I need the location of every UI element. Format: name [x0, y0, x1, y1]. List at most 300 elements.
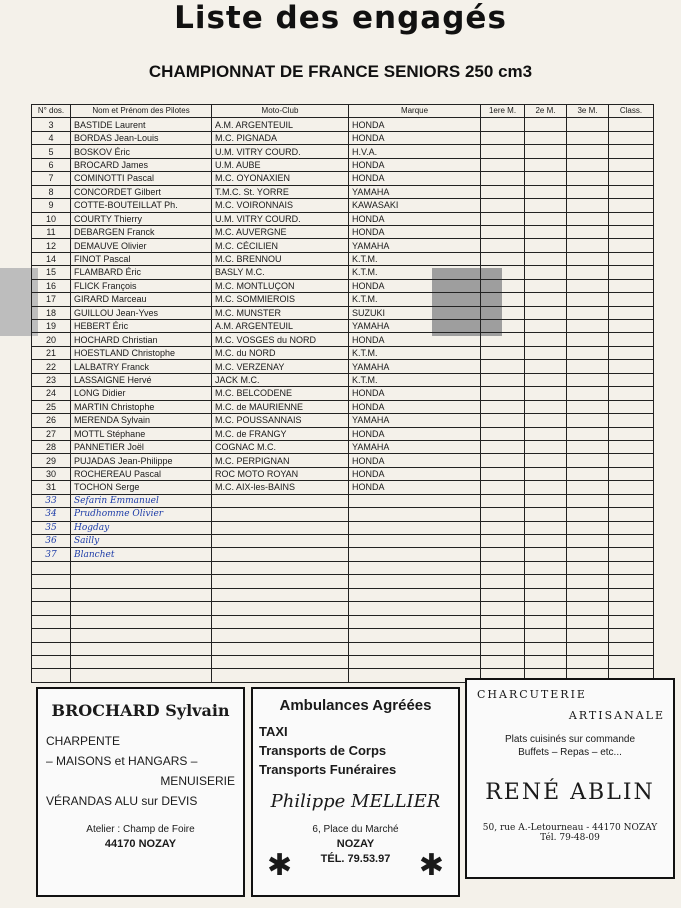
entry-number: 29 — [32, 454, 71, 467]
race3-result — [567, 615, 609, 628]
race3-result — [567, 535, 609, 548]
table-row — [32, 467, 654, 480]
race1-result — [481, 494, 525, 507]
entry-number: 6 — [32, 158, 71, 171]
race2-result — [525, 185, 567, 198]
ambulances-line1: TAXI — [259, 724, 288, 739]
race3-result — [567, 252, 609, 265]
table-header-row — [32, 105, 654, 118]
entry-number — [32, 669, 71, 682]
race1-result — [481, 602, 525, 615]
brand — [349, 508, 481, 521]
brand — [349, 602, 481, 615]
classification — [609, 158, 654, 171]
brand: YAMAHA — [349, 414, 481, 427]
pilot-name: HEBERT Éric — [71, 320, 212, 333]
table-row — [32, 225, 654, 238]
pilot-name: Sefarin Emmanuel — [71, 494, 212, 507]
race3-result — [567, 199, 609, 212]
table-row — [32, 266, 654, 279]
moto-club: M.C. CÉCILIEN — [212, 239, 349, 252]
brand — [349, 521, 481, 534]
classification — [609, 561, 654, 574]
race1-result — [481, 629, 525, 642]
classification — [609, 494, 654, 507]
race2-result — [525, 333, 567, 346]
race2-result — [525, 306, 567, 319]
race3-result — [567, 629, 609, 642]
brochard-name: BROCHARD Sylvain — [51, 701, 230, 720]
entry-number: 31 — [32, 481, 71, 494]
entry-number: 10 — [32, 212, 71, 225]
table-row — [32, 615, 654, 628]
brand — [349, 655, 481, 668]
entry-number: 9 — [32, 199, 71, 212]
pilot-name: TOCHON Serge — [71, 481, 212, 494]
moto-club — [212, 602, 349, 615]
charcuterie-address: 50, rue A.-Letourneau - 44170 NOZAY — [482, 823, 658, 833]
moto-club: M.C. MONTLUÇON — [212, 279, 349, 292]
brand — [349, 588, 481, 601]
race2-result — [525, 467, 567, 480]
charcuterie-line1: CHARCUTERIE — [477, 688, 587, 701]
race3-result — [567, 440, 609, 453]
entry-number: 11 — [32, 225, 71, 238]
race1-result — [481, 548, 525, 561]
race3-result — [567, 427, 609, 440]
race3-result — [567, 239, 609, 252]
moto-club — [212, 669, 349, 682]
race1-result — [481, 508, 525, 521]
race3-result — [567, 279, 609, 292]
race2-result — [525, 602, 567, 615]
table-row — [32, 239, 654, 252]
brand: KAWASAKI — [349, 199, 481, 212]
charcuterie-signature: RENÉ ABLIN — [485, 780, 655, 805]
brand — [349, 629, 481, 642]
brand: SUZUKI — [349, 306, 481, 319]
table-row — [32, 414, 654, 427]
header-name: Nom et Prénom des Pilotes — [71, 105, 212, 118]
brand: HONDA — [349, 158, 481, 171]
entry-number — [32, 575, 71, 588]
race1-result — [481, 266, 525, 279]
brand — [349, 615, 481, 628]
classification — [609, 239, 654, 252]
brand: K.T.M. — [349, 293, 481, 306]
race3-result — [567, 306, 609, 319]
race1-result — [481, 172, 525, 185]
moto-club: M.C. de FRANGY — [212, 427, 349, 440]
entry-number: 36 — [32, 535, 71, 548]
entry-number — [32, 615, 71, 628]
moto-club: BASLY M.C. — [212, 266, 349, 279]
table-row — [32, 521, 654, 534]
race2-result — [525, 615, 567, 628]
race1-result — [481, 561, 525, 574]
entry-number: 3 — [32, 118, 71, 131]
table-row — [32, 373, 654, 386]
race1-result — [481, 615, 525, 628]
classification — [609, 454, 654, 467]
race3-result — [567, 508, 609, 521]
race3-result — [567, 387, 609, 400]
classification — [609, 225, 654, 238]
ambulances-city: NOZAY — [336, 838, 375, 850]
race3-result — [567, 467, 609, 480]
entry-number: 4 — [32, 131, 71, 144]
table-row — [32, 655, 654, 668]
entry-number: 34 — [32, 508, 71, 521]
classification — [609, 131, 654, 144]
moto-club: A.M. ARGENTEUIL — [212, 118, 349, 131]
brand — [349, 561, 481, 574]
race1-result — [481, 293, 525, 306]
table-row — [32, 320, 654, 333]
race2-result — [525, 414, 567, 427]
entry-number — [32, 629, 71, 642]
race2-result — [525, 427, 567, 440]
brand: K.T.M. — [349, 252, 481, 265]
table-row — [32, 185, 654, 198]
pilot-name: Hogday — [71, 521, 212, 534]
classification — [609, 346, 654, 359]
pilot-name — [71, 588, 212, 601]
pilot-name — [71, 642, 212, 655]
table-row — [32, 279, 654, 292]
moto-club: U.M. AUBE — [212, 158, 349, 171]
charcuterie-tel: Tél. 79-48-09 — [540, 833, 600, 843]
race2-result — [525, 293, 567, 306]
brand — [349, 642, 481, 655]
race2-result — [525, 400, 567, 413]
moto-club: M.C. de MAURIENNE — [212, 400, 349, 413]
race2-result — [525, 145, 567, 158]
header-num: N° dos. — [32, 105, 71, 118]
pilot-name: MOTTL Stéphane — [71, 427, 212, 440]
race2-result — [525, 373, 567, 386]
entry-number — [32, 561, 71, 574]
brand: HONDA — [349, 467, 481, 480]
pilot-name: BOSKOV Éric — [71, 145, 212, 158]
pilot-name — [71, 615, 212, 628]
race2-result — [525, 588, 567, 601]
entry-number: 12 — [32, 239, 71, 252]
moto-club: U.M. VITRY COURD. — [212, 145, 349, 158]
race2-result — [525, 360, 567, 373]
classification — [609, 279, 654, 292]
race3-result — [567, 145, 609, 158]
table-row — [32, 400, 654, 413]
race3-result — [567, 158, 609, 171]
race2-result — [525, 575, 567, 588]
race2-result — [525, 212, 567, 225]
race1-result — [481, 185, 525, 198]
brand: HONDA — [349, 131, 481, 144]
classification — [609, 575, 654, 588]
race1-result — [481, 440, 525, 453]
charcuterie-line3: Plats cuisinés sur commande — [504, 734, 636, 745]
brochard-line4: VÉRANDAS ALU sur DEVIS — [46, 794, 198, 808]
table-row — [32, 212, 654, 225]
classification — [609, 548, 654, 561]
moto-club — [212, 629, 349, 642]
classification — [609, 535, 654, 548]
charcuterie-line2: ARTISANALE — [568, 709, 665, 722]
brand: HONDA — [349, 333, 481, 346]
moto-club: U.M. VITRY COURD. — [212, 212, 349, 225]
race2-result — [525, 199, 567, 212]
header-club: Moto-Club — [212, 105, 349, 118]
entry-number: 30 — [32, 467, 71, 480]
classification — [609, 400, 654, 413]
moto-club: M.C. AUVERGNE — [212, 225, 349, 238]
pilot-name: COTTE-BOUTEILLAT Ph. — [71, 199, 212, 212]
classification — [609, 387, 654, 400]
moto-club: M.C. du NORD — [212, 346, 349, 359]
brand: HONDA — [349, 118, 481, 131]
pilot-name: GUILLOU Jean-Yves — [71, 306, 212, 319]
race1-result — [481, 158, 525, 171]
race2-result — [525, 655, 567, 668]
brand: HONDA — [349, 427, 481, 440]
table-row — [32, 535, 654, 548]
ad-charcuterie — [465, 678, 675, 879]
moto-club — [212, 535, 349, 548]
classification — [609, 414, 654, 427]
brand: HONDA — [349, 172, 481, 185]
classification — [609, 629, 654, 642]
race3-result — [567, 320, 609, 333]
race1-result — [481, 454, 525, 467]
moto-club: ROC MOTO ROYAN — [212, 467, 349, 480]
race1-result — [481, 387, 525, 400]
table-row — [32, 427, 654, 440]
race2-result — [525, 494, 567, 507]
classification — [609, 615, 654, 628]
classification — [609, 320, 654, 333]
race1-result — [481, 252, 525, 265]
pilot-name: GIRARD Marceau — [71, 293, 212, 306]
race3-result — [567, 373, 609, 386]
race3-result — [567, 266, 609, 279]
moto-club: M.C. VOSGES du NORD — [212, 333, 349, 346]
header-race3: 3e M. — [567, 105, 609, 118]
moto-club — [212, 561, 349, 574]
race2-result — [525, 629, 567, 642]
ambulances-address: 6, Place du Marché — [312, 824, 399, 835]
table-row — [32, 602, 654, 615]
classification — [609, 212, 654, 225]
moto-club — [212, 588, 349, 601]
classification — [609, 655, 654, 668]
moto-club: M.C. SOMMIEROIS — [212, 293, 349, 306]
brand — [349, 575, 481, 588]
race2-result — [525, 548, 567, 561]
pilot-name: PANNETIER Joël — [71, 440, 212, 453]
race2-result — [525, 454, 567, 467]
brand: K.T.M. — [349, 346, 481, 359]
entry-number — [32, 602, 71, 615]
classification — [609, 293, 654, 306]
brand: HONDA — [349, 400, 481, 413]
race1-result — [481, 360, 525, 373]
entry-number: 25 — [32, 400, 71, 413]
race3-result — [567, 360, 609, 373]
race1-result — [481, 373, 525, 386]
pilot-name: LONG Didier — [71, 387, 212, 400]
ad-ambulances — [251, 687, 460, 897]
classification — [609, 266, 654, 279]
header-brand: Marque — [349, 105, 481, 118]
pilot-name: DEMAUVE Olivier — [71, 239, 212, 252]
table-row — [32, 333, 654, 346]
brand: K.T.M. — [349, 373, 481, 386]
classification — [609, 306, 654, 319]
header-race2: 2e M. — [525, 105, 567, 118]
race3-result — [567, 212, 609, 225]
moto-club: M.C. PERPIGNAN — [212, 454, 349, 467]
brand: HONDA — [349, 454, 481, 467]
classification — [609, 199, 654, 212]
moto-club: M.C. OYONAXIEN — [212, 172, 349, 185]
race1-result — [481, 655, 525, 668]
entry-number — [32, 655, 71, 668]
classification — [609, 252, 654, 265]
race2-result — [525, 225, 567, 238]
moto-club: JACK M.C. — [212, 373, 349, 386]
entry-number — [32, 588, 71, 601]
pilot-name: BROCARD James — [71, 158, 212, 171]
entry-number: 18 — [32, 306, 71, 319]
race1-result — [481, 320, 525, 333]
pilot-name — [71, 602, 212, 615]
moto-club: M.C. MUNSTER — [212, 306, 349, 319]
charcuterie-line4: Buffets – Repas – etc... — [518, 747, 622, 758]
entry-number: 7 — [32, 172, 71, 185]
brand: YAMAHA — [349, 239, 481, 252]
moto-club: M.C. AIX-les-BAINS — [212, 481, 349, 494]
race3-result — [567, 494, 609, 507]
race3-result — [567, 131, 609, 144]
classification — [609, 642, 654, 655]
entry-number: 28 — [32, 440, 71, 453]
race1-result — [481, 225, 525, 238]
entry-number: 37 — [32, 548, 71, 561]
ambulances-tel: TÉL. 79.53.97 — [320, 853, 391, 865]
table-row — [32, 548, 654, 561]
entry-number: 27 — [32, 427, 71, 440]
race3-result — [567, 454, 609, 467]
classification — [609, 440, 654, 453]
race3-result — [567, 400, 609, 413]
pilot-name — [71, 575, 212, 588]
race2-result — [525, 118, 567, 131]
race1-result — [481, 414, 525, 427]
pilot-name: DEBARGEN Franck — [71, 225, 212, 238]
race2-result — [525, 561, 567, 574]
race3-result — [567, 655, 609, 668]
moto-club: M.C. PIGNADA — [212, 131, 349, 144]
table-row — [32, 481, 654, 494]
classification — [609, 118, 654, 131]
entry-number — [32, 642, 71, 655]
brand: YAMAHA — [349, 185, 481, 198]
brand: H.V.A. — [349, 145, 481, 158]
table-row — [32, 172, 654, 185]
race3-result — [567, 172, 609, 185]
entry-number: 5 — [32, 145, 71, 158]
race1-result — [481, 199, 525, 212]
pilot-name: FLICK François — [71, 279, 212, 292]
entries-table — [31, 104, 654, 683]
ambulances-signature: Philippe MELLIER — [270, 791, 441, 812]
race3-result — [567, 333, 609, 346]
classification — [609, 427, 654, 440]
race2-result — [525, 440, 567, 453]
table-row — [32, 293, 654, 306]
table-row — [32, 629, 654, 642]
pilot-name — [71, 655, 212, 668]
race3-result — [567, 602, 609, 615]
entry-number: 24 — [32, 387, 71, 400]
moto-club — [212, 615, 349, 628]
header-race1: 1ere M. — [481, 105, 525, 118]
race1-result — [481, 118, 525, 131]
entry-number: 21 — [32, 346, 71, 359]
entry-number: 22 — [32, 360, 71, 373]
race2-result — [525, 535, 567, 548]
brand — [349, 548, 481, 561]
brochard-city: 44170 NOZAY — [104, 838, 177, 850]
race3-result — [567, 293, 609, 306]
race1-result — [481, 481, 525, 494]
table-row — [32, 508, 654, 521]
moto-club — [212, 548, 349, 561]
table-row — [32, 199, 654, 212]
moto-club: A.M. ARGENTEUIL — [212, 320, 349, 333]
moto-club: M.C. VERZENAY — [212, 360, 349, 373]
table-row — [32, 306, 654, 319]
race2-result — [525, 279, 567, 292]
classification — [609, 145, 654, 158]
brand: HONDA — [349, 225, 481, 238]
pilot-name: COMINOTTI Pascal — [71, 172, 212, 185]
table-row — [32, 346, 654, 359]
ad-brochard — [36, 687, 245, 897]
table-row — [32, 494, 654, 507]
race1-result — [481, 400, 525, 413]
race1-result — [481, 131, 525, 144]
ambulances-line3: Transports Funéraires — [259, 762, 397, 777]
race2-result — [525, 521, 567, 534]
pilot-name — [71, 669, 212, 682]
brand — [349, 669, 481, 682]
classification — [609, 508, 654, 521]
table-row — [32, 575, 654, 588]
pilot-name: Blanchet — [71, 548, 212, 561]
race1-result — [481, 306, 525, 319]
table-row — [32, 131, 654, 144]
table-row — [32, 561, 654, 574]
brand: HONDA — [349, 279, 481, 292]
race1-result — [481, 467, 525, 480]
brochard-line2: – MAISONS et HANGARS – — [46, 754, 198, 768]
moto-club — [212, 494, 349, 507]
pilot-name — [71, 629, 212, 642]
table-row — [32, 158, 654, 171]
entry-number: 26 — [32, 414, 71, 427]
